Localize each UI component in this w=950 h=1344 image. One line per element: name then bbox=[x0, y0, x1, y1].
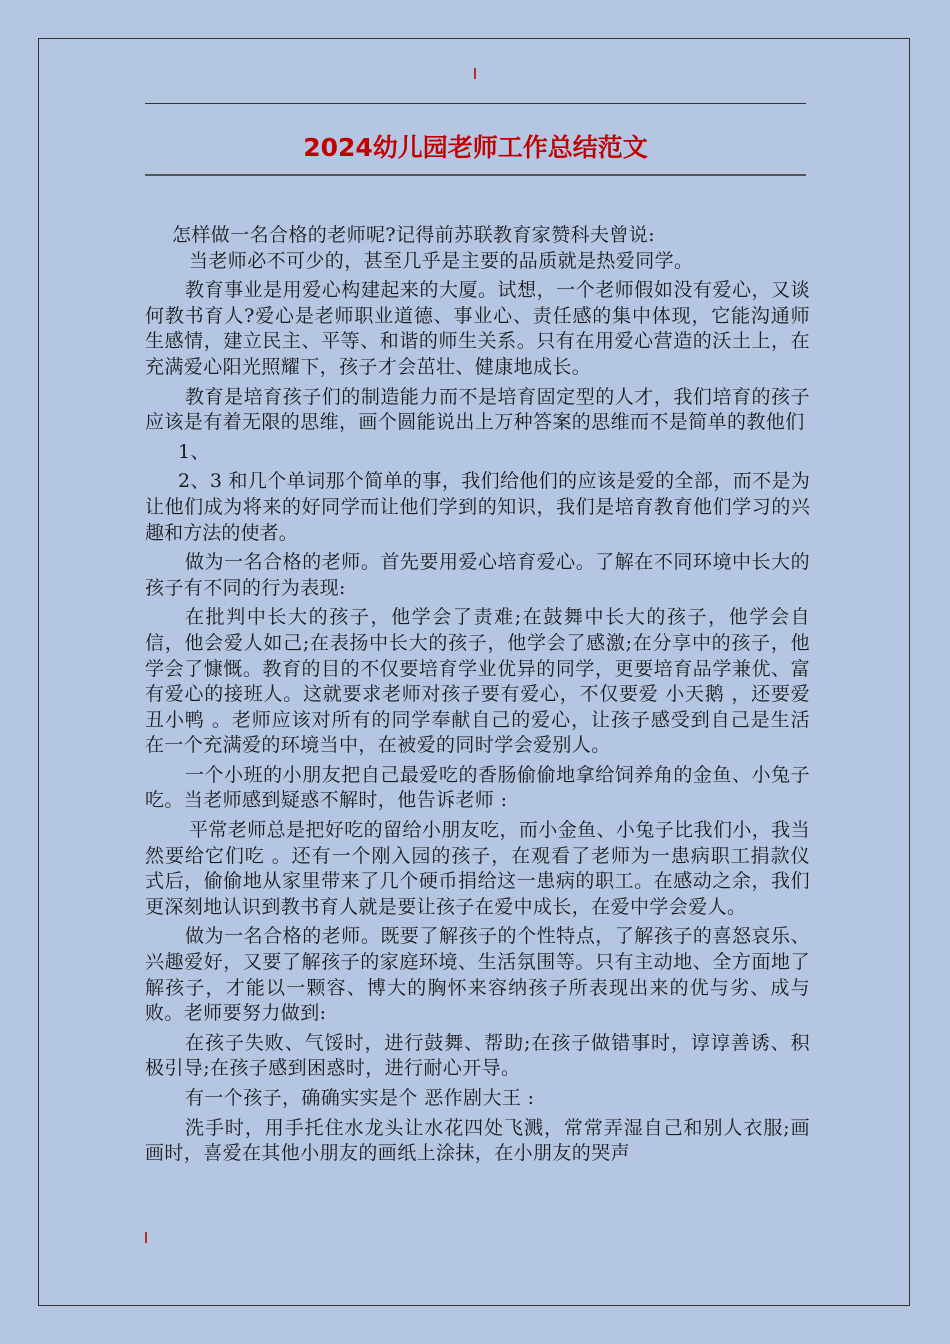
paragraph-prankster: 有一个孩子，确确实实是个 恶作剧大王 : bbox=[185, 1087, 535, 1109]
paragraph-child-reply: 平常老师总是把好吃的留给小朋友吃，而小金鱼、小兔子比我们小，我当然要给它们吃 。还有一个刚入园的孩子，在观看了老师为一患病职工捐款仪式后，偷偷地从家里带来了几个硬币捐给这一患病的职工。在感动之余，我们更深刻地认识到教书育人就是要让孩子在爱中成长，在爱中学会爱人。 bbox=[145, 819, 810, 918]
paragraph-love-building: 教育事业是用爱心构建起来的大厦。试想，一个老师假如没有爱心，又谈何教书育人?爱心是老师职业道德、事业心、责任感的集中体现，它能沟通师生感情，建立民主、平等、和谐的师生关系。只有在用爱心营造的沃土上，在充满爱心阳光照耀下，孩子才会茁壮、健康地成长。 bbox=[145, 279, 810, 378]
paragraph-qualified-teacher-1: 做为一名合格的老师。首先要用爱心培育爱心。了解在不同环境中长大的孩子有不同的行为表现: bbox=[145, 551, 810, 599]
header-marker bbox=[474, 68, 476, 79]
paragraph-growth-environment: 在批判中长大的孩子，他学会了责难;在鼓舞中长大的孩子，他学会自信，他会爱人如己;在表扬中长大的孩子，他学会了感激;在分享中的孩子，他学会了慷慨。教育的目的不仅要培育学业优异的同学，更要培育品学兼优、富有爱心的接班人。这就要求老师对孩子要有爱心，不仅要爱 小天鹅 ，还要爱 丑小鸭 。老师应该对所有的同学奉献自己的爱心，让孩子感受到自己是生活在一个充满爱的环境当中，在被爱的同时学会爱别人。 bbox=[145, 606, 810, 757]
title-rule bbox=[145, 174, 806, 176]
paragraph-intro-question: 怎样做一名合格的老师呢?记得前苏联教育家赞科夫曾说: bbox=[172, 224, 655, 246]
paragraph-sausage-story: 一个小班的小朋友把自己最爱吃的香肠偷偷地拿给饲养角的金鱼、小兔子吃。当老师感到疑惑不解时，他告诉老师 : bbox=[145, 763, 810, 812]
header-rule bbox=[145, 103, 806, 104]
document-title: 2024幼儿园老师工作总结范文 bbox=[303, 133, 648, 162]
document-body bbox=[145, 223, 810, 1167]
paragraph-qualified-teacher-2: 做为一名合格的老师。既要了解孩子的个性特点，了解孩子的喜怒哀乐、兴趣爱好，又要了解孩子的家庭环境、生活氛围等。只有主动地、全方面地了解孩子，才能以一颗容、博大的胸怀来容纳孩子所表现出来的优与劣、成与败。老师要努力做到: bbox=[145, 925, 810, 1025]
paragraph-encouragement: 在孩子失败、气馁时，进行鼓舞、帮助;在孩子做错事时，谆谆善诱、积极引导;在孩子感到困惑时，进行耐心开导。 bbox=[145, 1031, 810, 1080]
paragraph-quote: 当老师必不可少的，甚至几乎是主要的品质就是热爱同学。 bbox=[189, 249, 694, 272]
paragraph-number-2-3: 2、3 和几个单词那个简单的事，我们给他们的应该是爱的全部，而不是为让他们成为将来的好同学而让他们学到的知识，我们是培育教育他们学习的兴趣和方法的使者。 bbox=[145, 470, 810, 544]
paragraph-hand-washing: 洗手时，用手托住水龙头让水花四处飞溅，常常弄湿自己和别人衣服;画画时，喜爱在其他小朋友的画纸上涂抹，在小朋友的哭声 bbox=[145, 1116, 810, 1165]
paragraph-number-1: 1、 bbox=[178, 440, 210, 463]
footer-marker bbox=[145, 1232, 147, 1243]
paragraph-creativity: 教育是培育孩子们的制造能力而不是培育固定型的人才，我们培育的孩子应该是有着无限的思维，画个圆能说出上万种答案的思维而不是简单的教他们 bbox=[145, 385, 810, 434]
